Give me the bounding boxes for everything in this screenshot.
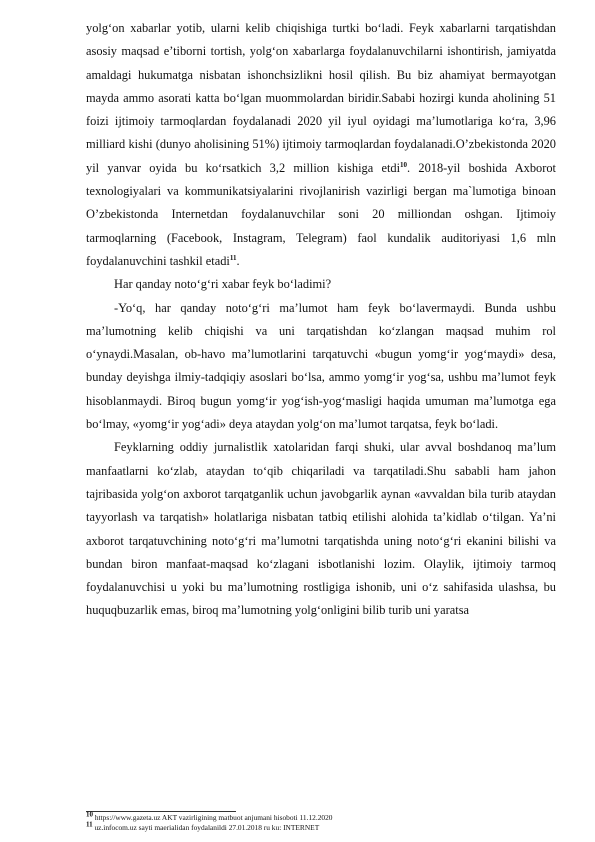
footnote-ref-10: 10: [400, 160, 408, 169]
paragraph-1-text: yolg‘on xabarlar yotib, ularni kelib chiqishiga turtki bo‘ladi. Feyk xabarlarni tarqatishdan asosiy maqsad e’tiborni tortish, yolg‘on xabarlarga foydalanuvchilarni ishontirish, jamiyatda amaldagi hukumatga nisbatan ishonchsizlikni hosil qilish. Bu biz ahamiyat bermayotgan mayda ammo asorati katta bo‘lgan muommolardan biridir.Sababi hozirgi kunda aholining 51 foizi ijtimoiy tarmoqlardan foydalanadi 2020 yil iyul oyidagi ma’lumotlariga ko‘ra, 3,96 milliard kishi (dunyo aholisining 51%) ijtimoiy tarmoqlardan foydalanadi.O’zbekistonda 2020 yil yanvar oyida bu ko‘rsatkich 3,2 million kishiga etdi: [86, 21, 556, 175]
paragraph-feyk-difference: Feyklarning oddiy jurnalistlik xatolaridan farqi shuki, ular avval boshdanoq ma’lum manfaatlarni ko‘zlab, ataydan to‘qib chiqariladi va tarqatiladi.Shu sababli ham jahon tajribasida yolg‘on axborot tarqatganlik uchun javobgarlik aynan «avvaldan bila turib ataydan tayyorlash va tarqatish» holatlariga nisbatan tatbiq etilishi alohida ta’kidlab o‘tilgan. Ya’ni axborot tarqatuvchining noto‘g‘ri ma’lumotni tarqatishda uning noto‘g‘ri ekanini bilishi va bundan biron manfaat-maqsad ko‘zlagani isbotlanishi lozim. Olaylik, ijtimoiy tarmoq foydalanuvchisi u yoki bu ma’lumotning rostligiga ishonib, uni o‘z sahifasida ulashsa, bu huquqbuzarlik emas, biroq ma’lumotning yolg‘onligini bilib turib uni yaratsa: [86, 440, 556, 618]
footnote-11-text: uz.infocom.uz sayti maerialidan foydalanildi 27.01.2018 ru ku: INTERNET: [92, 823, 320, 832]
footnote-10-number: 10: [86, 810, 93, 819]
paragraph-1-end: .: [236, 253, 240, 268]
paragraph-1-text-cont: . 2018-yil boshida Axborot texnologiyalari va kommunikatsiyalarini rivojlanirish vazirligi bergan ma`lumotiga binoan O’zbekistonda Internetdan foydalanuvchilar soni 20 milliondan oshgan. Ijtimoiy tarmoqlarning (Facebook, Instagram, Telegram) faol kundalik auditoriyasi 1,6 mln foydalanuvchini tashkil etadi: [86, 160, 556, 268]
footnote-11: [86, 820, 556, 833]
footnote-11-number: 11: [86, 820, 93, 829]
footnote-divider: [86, 811, 236, 812]
footnotes: [86, 810, 556, 833]
paragraph-answer: -Yo‘q, har qanday noto‘g‘ri ma’lumot ham feyk bo‘lavermaydi. Bunda ushbu ma’lumotning kelib chiqishi va uni tarqatishdan ko‘zlangan maqsad muhim rol o‘ynaydi.Masalan, ob-havo ma’lumotlarini tarqatuvchi «bugun yomg‘ir yog‘maydi» desa, bunday deyishga ilmiy-tadqiqiy asoslari bo‘lsa, ammo yomg‘ir yog‘sa, ushbu ma’lumot feyk hisoblanmaydi. Biroq bugun yomg‘ir yog‘ish-yog‘masligi haqida umuman ma’lumotga ega bo‘lmay, «yomg‘ir yog‘adi» deya ataydan yolg‘on ma’lumot tarqatsa, feyk bo‘ladi.: [86, 300, 556, 432]
paragraph-1: [86, 17, 556, 273]
footnote-ref-11: 11: [229, 253, 237, 262]
footnote-10: [86, 810, 556, 823]
paragraph-question: Har qanday noto‘g‘ri xabar feyk bo‘ladimi?: [114, 277, 332, 292]
footnote-10-text: https://www.gazeta.uz AKT vazirligining matbuot anjumani hisoboti 11.12.2020: [93, 813, 333, 822]
body-text: [86, 17, 556, 623]
